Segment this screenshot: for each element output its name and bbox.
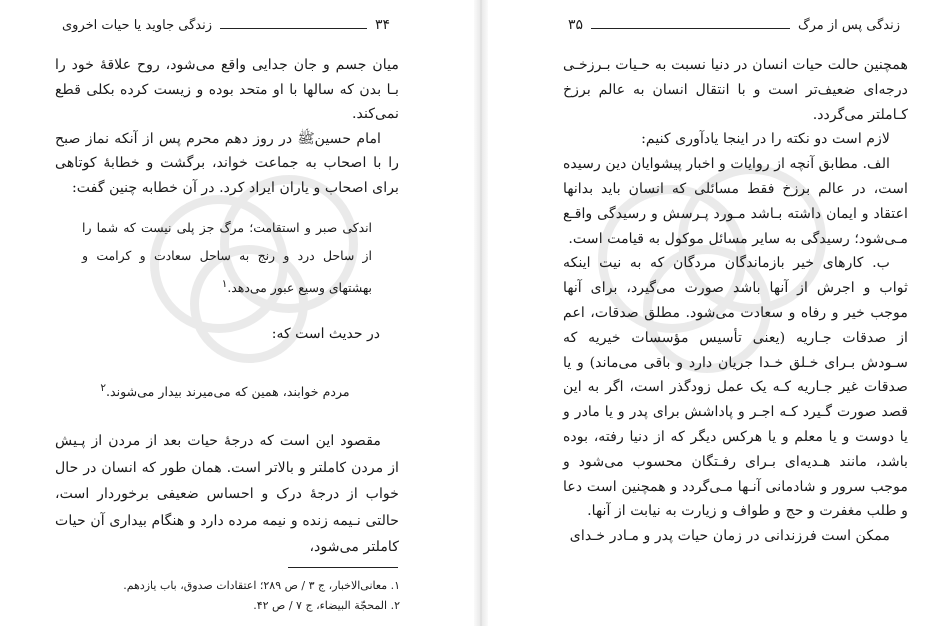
footnotes <box>110 576 400 616</box>
paragraph: میان جسم و جان جدایی واقع می‌شود، روح علاقهٔ خود را بـا بدن که سالها با او متحد بوده و زیست کرده بکلی قطع نمی‌کند. <box>55 57 399 123</box>
body-text <box>55 428 399 561</box>
body-text <box>563 53 908 549</box>
footnote-ref: ۲ <box>100 382 106 394</box>
paragraph: امام حسینﷺ در روز دهم محرم پس از آنکه نماز صبح را با اصحاب به جماعت خواند، برگشت و خطابهٔ کوتاهی برای اصحاب و یاران ایراد کرد. در آن خطابه چنین گفت: <box>55 130 399 196</box>
paragraph: ب. کارهای خیر بازماندگان مردگان که به نیت اینکه ثواب و اجرش از آنها باشد صورت می‌گیرد، برای آنها موجب خیر و رفاه و سعادت می‌شود. مطلق صدقات، اعم از صدقات جـاریه (یعنی تأسیس مؤسسات خیریه که سـودش بـرای خـلق خـدا جریان دارد و باقی می‌ماند) و یا صدقات غیر جـاریه کـه یک عمل زودگذر است، اگر به این قصد صورت گـیرد کـه اجـر و پاداشش برای پدر و یا مادر و یا دوست و یا معلم و یا هرکس دیگر که از دنیا رفته، بوده باشد، مانند هـدیه‌ای بـرای رفـتگان محسوب می‌شود و موجب سرور و شادمانی آنـها مـی‌گردد و همچنین است دعا و طلب مغفرت و حج و طواف و زیارت به نیابت از آنها. <box>563 255 908 520</box>
block-quote <box>82 214 372 302</box>
right-page <box>488 0 945 626</box>
footnote-rule <box>288 567 398 568</box>
body-text <box>55 53 399 201</box>
hadith-text: مردم خوابند، همین که می‌میرند بیدار می‌شوند. <box>105 384 350 400</box>
footnote: ۲. المحجّة البیضاء، ج ۷ / ص ۴۲. <box>253 599 400 612</box>
footnote-ref: ۱ <box>221 278 228 290</box>
header-rule <box>220 28 367 29</box>
paragraph: همچنین حالت حیات انسان در دنیا نسبت به حـیات بـرزخـی درجه‌ای ضعیف‌تر است و با انتقال انسان به عالم برزخ کـاملتر می‌گردد. <box>563 57 908 123</box>
hadith-intro: در حدیث است که: <box>271 326 380 342</box>
running-title: زندگی جاوید یا حیات اخروی <box>62 17 213 33</box>
paragraph: مقصود این است که درجهٔ حیات بعد از مردن از پـیش از مردن کاملتر و بالاتر است. همان طور که انسان در حال خواب از درجهٔ درک و احساس ضعیفی برخوردار است، حالتی نـیمه زنده و نیمه مرده دارد و هنگام بیداری آن حیات کاملتر می‌شود، <box>55 433 399 555</box>
paragraph: لازم است دو نکته را در اینجا یادآوری کنیم: <box>641 131 890 148</box>
paragraph: ممکن است فرزندانی در زمان حیات پدر و مـادر خـدای <box>569 528 890 545</box>
running-title: زندگی پس از مرگ <box>798 17 900 33</box>
footnote: ۱. معانی‌الاخبار، ج ۳ / ص ۲۸۹؛ اعتقادات صدوق، باب یازدهم. <box>123 579 400 592</box>
hadith-quote <box>80 376 370 405</box>
quote-text: اندکی صبر و استقامت؛ مرگ جز پلی نیست که شما را از ساحل درد و رنج به ساحل سعادت و کرامت و بهشتهای وسیع عبور می‌دهد. <box>82 220 372 296</box>
book-gutter <box>474 0 488 626</box>
page-number: ۳۴ <box>374 17 390 33</box>
page-number: ۳۵ <box>568 17 584 33</box>
page-header <box>62 14 390 36</box>
header-rule <box>591 28 790 29</box>
page-header <box>568 14 900 36</box>
paragraph: الف. مطابق آنچه از روایات و اخبار پیشوایان دین رسیده است، در عالم برزخ فقط مسائلی که انسان باید بدانها اعتقاد و ایمان داشته بـاشد مـورد پـرسش و رسیدگی واقـع مـی‌شود؛ رسیدگی به سایر مسائل موکول به قیامت است. <box>563 156 908 247</box>
